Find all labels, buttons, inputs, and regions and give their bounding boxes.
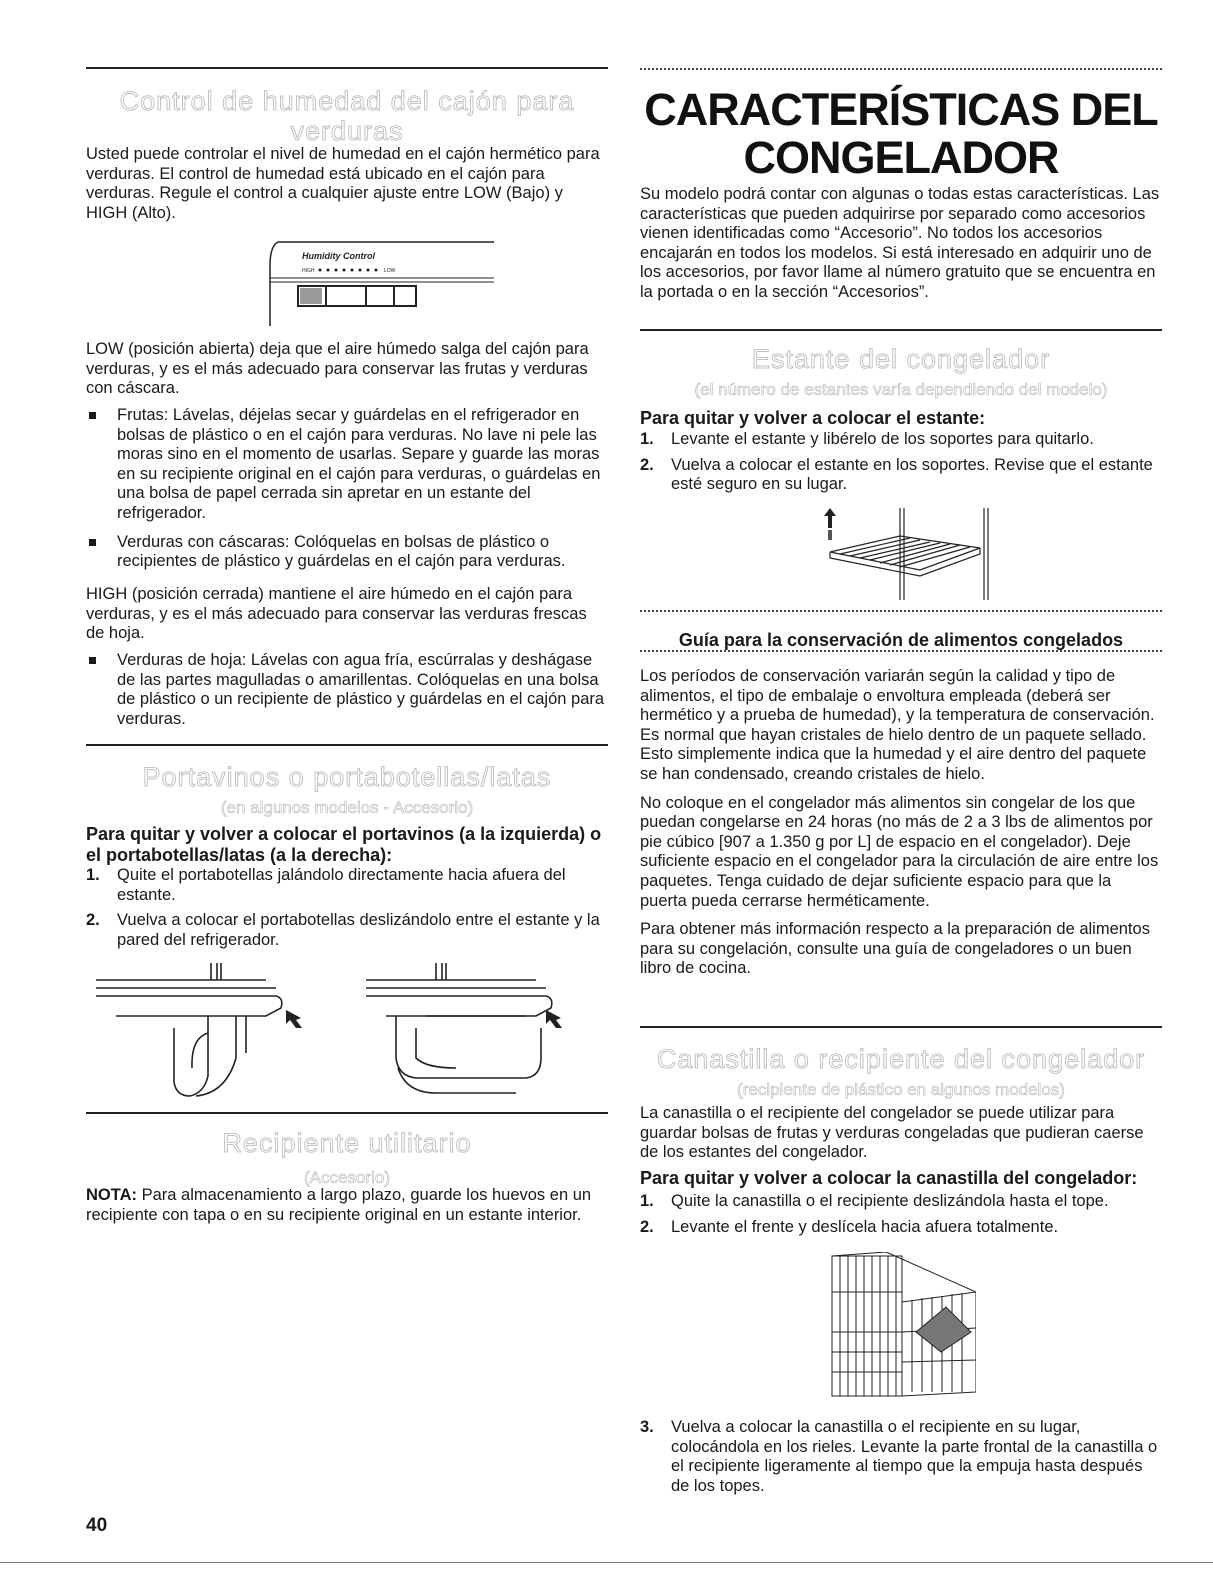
step-text: Quite la canastilla o el recipiente deslizándola hasta el tope. [671,1192,1109,1210]
humidity-figure-label: Humidity Control [302,251,375,261]
wine-rack-heading: Para quitar y volver a colocar el portavinos (a la izquierda) o el portabotellas/latas (a la derecha): [86,824,602,865]
freezer-intro: Su modelo podrá contar con algunas o todas estas características. Las características que pueden adquirirse por separado como accesorios vienen identificadas como “Accesorio”. No todos los accesorios encajarán en todos los modelos. Si está interesado en adquirir uno de los accesorios, por favor llame al número gratuito que se encuentra en la portada o en la sección “Accesorios”. [640,185,1160,301]
freezer-basket-steps [640,1192,1162,1243]
step-number: 2. [640,1217,654,1236]
freezer-basket-heading: Para quitar y volver a colocar la canastilla del congelador: [640,1168,1138,1188]
low-setting-bullets [86,406,608,581]
step-text: Levante el estante y libérelo de los soportes para quitarlo. [671,430,1094,448]
guide-paragraph: Para obtener más información respecto a la preparación de alimentos para su congelación, consulte una guía de congeladores o un buen libro de cocina. [640,920,1150,978]
utility-bin-section-title: Recipiente utilitario [222,1128,472,1158]
step-text: Levante el frente y deslícela hacia afuera totalmente. [671,1217,1059,1236]
freezer-shelf-steps [640,430,1162,501]
step-number: 1. [86,866,100,884]
page-title [640,86,1162,182]
section-divider [86,1112,608,1114]
section-divider [640,650,1162,652]
list-item: Verduras con cáscaras: Colóquelas en bolsas de plástico o recipientes de plástico y guárdelas en el cajón para verduras. [86,533,608,572]
utility-bin-note [86,1186,608,1225]
note-label: NOTA: [86,1186,138,1204]
step-text: Vuelva a colocar la canastilla o el recipiente en su lugar, colocándola en los rieles. Levante la parte frontal de la canastilla o el recipiente ligeramente al tiempo que la empuja hasta después de los topes. [671,1418,1158,1495]
section-divider [86,744,608,746]
step-number: 3. [640,1418,654,1436]
page-number: 40 [86,1515,108,1536]
list-item [86,911,608,950]
step-number: 2. [640,455,654,474]
page-title-line: CARACTERÍSTICAS DEL [644,84,1158,135]
humidity-figure-high: HIGH [302,268,315,274]
wine-rack-illustration [96,958,596,1098]
wine-rack-section-subtitle: (en algunos modelos - Accesorio) [220,798,474,817]
arrow-icon [286,1010,302,1028]
frozen-food-guide-heading: Guía para la conservación de alimentos congelados [678,630,1124,650]
freezer-basket-section-title: Canastilla o recipiente del congelador [656,1044,1146,1074]
humidity-figure-low: LOW [384,268,396,274]
list-item [640,430,1162,450]
list-item [640,1418,1162,1496]
page-bottom-rule [0,1562,1213,1563]
step-number: 2. [86,911,100,930]
frozen-food-guide-body [640,667,1162,979]
list-item: Verduras de hoja: Lávelas con agua fría, escúrralas y deshágase de las partes magulladas o amarillentas. Colóquelas en una bolsa de plástico o un recipiente de plástico y guárdelas en el cajón para verduras. [86,651,608,729]
page-title-line: CONGELADOR [743,132,1059,183]
list-item: Frutas: Lávelas, déjelas secar y guárdelas en el refrigerador en bolsas de plástico o en el cajón para verduras. No lave ni pele las moras sino en el momento de usarlas. Separe y guarde las moras en su recipiente original en el cajón para verduras, o guárdelas en una bolsa de papel cerrada sin apretar en un estante del refrigerador. [86,406,608,524]
wine-rack-section-title: Portavinos o portabotellas/latas [142,762,552,792]
utility-bin-section-subtitle: (Accesorio) [304,1168,390,1187]
freezer-basket-intro: La canastilla o el recipiente del congelador se puede utilizar para guardar bolsas de frutas y verduras congeladas que pudieran caerse de los estantes del congelador. [640,1104,1144,1162]
section-divider [640,1026,1162,1028]
list-item [640,456,1162,495]
list-item [86,866,608,905]
low-setting-paragraph: LOW (posición abierta) deja que el aire húmedo salga del cajón para verduras, y es el más adecuado para conservar las frutas y verduras con cáscara. [86,340,589,398]
freezer-basket-illustration [826,1252,976,1402]
section-divider [86,67,608,69]
high-setting-paragraph: HIGH (posición cerrada) mantiene el aire húmedo en el cajón para verduras, y es el más adecuado para conservar las verduras frescas de hoja. [86,585,587,643]
humidity-control-illustration [266,236,496,326]
step-text: Vuelva a colocar el portabotellas deslizándolo entre el estante y la pared del refrigerador. [117,911,600,949]
freezer-shelf-section-subtitle: (el número de estantes varía dependiendo del modelo) [694,380,1108,399]
high-setting-bullets [86,651,608,738]
freezer-shelf-section-title: Estante del congelador [751,344,1051,374]
humidity-section-title: Control de humedad del cajón para verduras [119,86,575,146]
list-item [640,1218,1162,1238]
step-number: 1. [640,1192,654,1210]
section-divider [640,68,1162,70]
humidity-intro: Usted puede controlar el nivel de humedad en el cajón hermético para verduras. El control de humedad está ubicado en el cajón para verduras. Regule el control a cualquier ajuste entre LOW (Bajo) y HIGH (Alto). [86,145,600,222]
freezer-basket-step-3 [640,1418,1162,1502]
step-number: 1. [640,430,654,448]
section-divider [640,329,1162,331]
step-text: Quite el portabotellas jalándolo directamente hacia afuera del estante. [117,866,566,904]
step-text: Vuelva a colocar el estante en los soportes. Revise que el estante esté seguro en su lugar. [671,455,1153,494]
guide-paragraph: Los períodos de conservación variarán según la calidad y tipo de alimentos, el tipo de embalaje o envoltura empleada (deberá ser hermético y a prueba de humedad), y la temperatura de conservación. Es normal que hayan cristales de hielo dentro de un paquete sellado. Esto simplemente indica que la humedad y el aire dentro del paquete se han condensado, creando cristales de hielo. [640,667,1155,783]
section-divider [640,610,1162,612]
note-text: Para almacenamiento a largo plazo, guarde los huevos en un recipiente con tapa o en su recipiente original en un estante interior. [86,1186,592,1224]
freezer-shelf-illustration [810,508,1000,600]
arrow-icon [546,1010,562,1028]
wine-rack-steps [86,866,608,956]
list-item [640,1192,1162,1212]
freezer-shelf-heading: Para quitar y volver a colocar el estante: [640,408,986,428]
guide-paragraph: No coloque en el congelador más alimentos sin congelar de los que puedan congelarse en 24 horas (no más de 2 a 3 lbs de alimentos por pie cúbico [907 a 1.350 g por L] de espacio en el congelador). Deje suficiente espacio en el congelador para la circulación de aire entre los paquetes. Tenga cuidado de dejar suficiente espacio para que la puerta pueda cerrarse herméticamente. [640,793,1159,910]
freezer-basket-section-subtitle: (recipiente de plástico en algunos modelos) [737,1080,1065,1099]
arrow-up-icon [824,508,836,528]
